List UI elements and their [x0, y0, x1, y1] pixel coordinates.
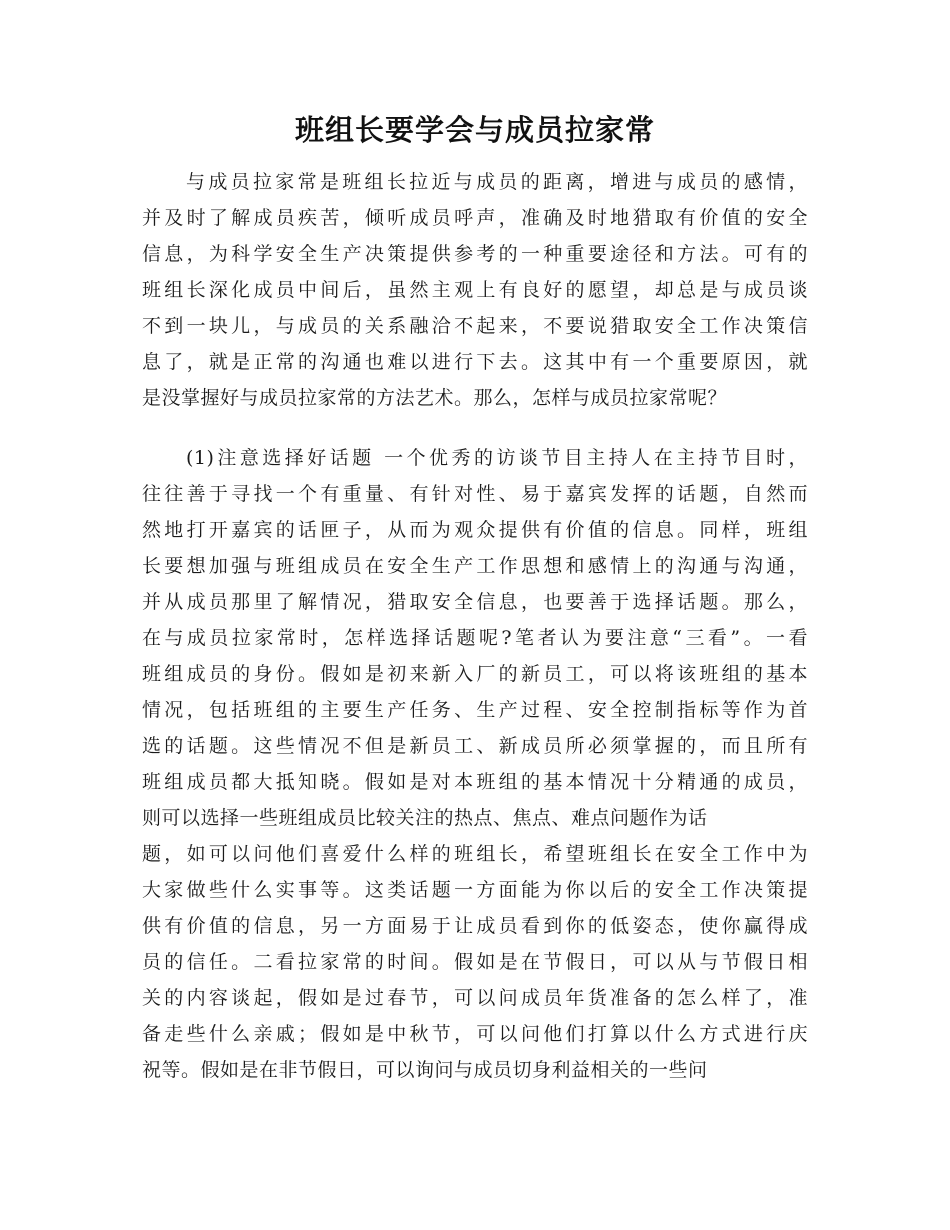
text-line: 然地打开嘉宾的话匣子，从而为观众提供有价值的信息。同样，班组: [142, 519, 808, 541]
text-line: 备走些什么亲戚；假如是中秋节，可以问他们打算以什么方式进行庆: [142, 1023, 808, 1045]
text-line: 则可以选择一些班组成员比较关注的热点、焦点、难点问题作为话: [142, 807, 708, 829]
text-line: 大家做些什么实事等。这类话题一方面能为你以后的安全工作决策提: [142, 879, 808, 901]
text-line: 祝等。假如是在非节假日，可以询问与成员切身利益相关的一些问: [142, 1059, 708, 1081]
text-line: 长要想加强与班组成员在安全生产工作思想和感情上的沟通与沟通，: [142, 555, 808, 577]
text-line: 并及时了解成员疾苦，倾听成员呼声，准确及时地猎取有价值的安全: [142, 207, 808, 229]
text-line: 关的内容谈起，假如是过春节，可以问成员年货准备的怎么样了，准: [142, 987, 808, 1009]
text-line: 并从成员那里了解情况，猎取安全信息，也要善于选择话题。那么，: [142, 591, 808, 613]
text-line: 班组成员都大抵知晓。假如是对本班组的基本情况十分精通的成员，: [142, 771, 808, 793]
text-line: 与成员拉家常是班组长拉近与成员的距离，增进与成员的感情，: [186, 171, 808, 193]
text-line: 信息，为科学安全生产决策提供参考的一种重要途径和方法。可有的: [142, 243, 808, 265]
text-line: 息了，就是正常的沟通也难以进行下去。这其中有一个重要原因，就: [142, 351, 808, 373]
text-line: 班组长深化成员中间后，虽然主观上有良好的愿望，却总是与成员谈: [142, 279, 808, 301]
paragraph-topic-selection: [142, 440, 808, 1088]
text-line: 选的话题。这些情况不但是新员工、新成员所必须掌握的，而且所有: [142, 735, 808, 757]
text-line: 在与成员拉家常时，怎样选择话题呢?笔者认为要注意“三看”。一看: [142, 627, 808, 649]
text-line: 班组成员的身份。假如是初来新入厂的新员工，可以将该班组的基本: [142, 663, 808, 685]
paragraph-intro: [142, 164, 808, 416]
text-line: (1)注意选择好话题 一个优秀的访谈节目主持人在主持节目时，: [186, 447, 808, 469]
text-line: 往往善于寻找一个有重量、有针对性、易于嘉宾发挥的话题，自然而: [142, 483, 808, 505]
text-line: 题，如可以问他们喜爱什么样的班组长，希望班组长在安全工作中为: [142, 843, 808, 865]
document-title: 班组长要学会与成员拉家常: [294, 113, 655, 147]
text-line: 员的信任。二看拉家常的时间。假如是在节假日，可以从与节假日相: [142, 951, 808, 973]
text-line: 情况，包括班组的主要生产任务、生产过程、安全控制指标等作为首: [142, 699, 808, 721]
text-line: 不到一块儿，与成员的关系融洽不起来，不要说猎取安全工作决策信: [142, 315, 808, 337]
text-line: 供有价值的信息，另一方面易于让成员看到你的低姿态，使你赢得成: [142, 915, 808, 937]
text-line: 是没掌握好与成员拉家常的方法艺术。那么，怎样与成员拉家常呢？: [142, 387, 728, 409]
